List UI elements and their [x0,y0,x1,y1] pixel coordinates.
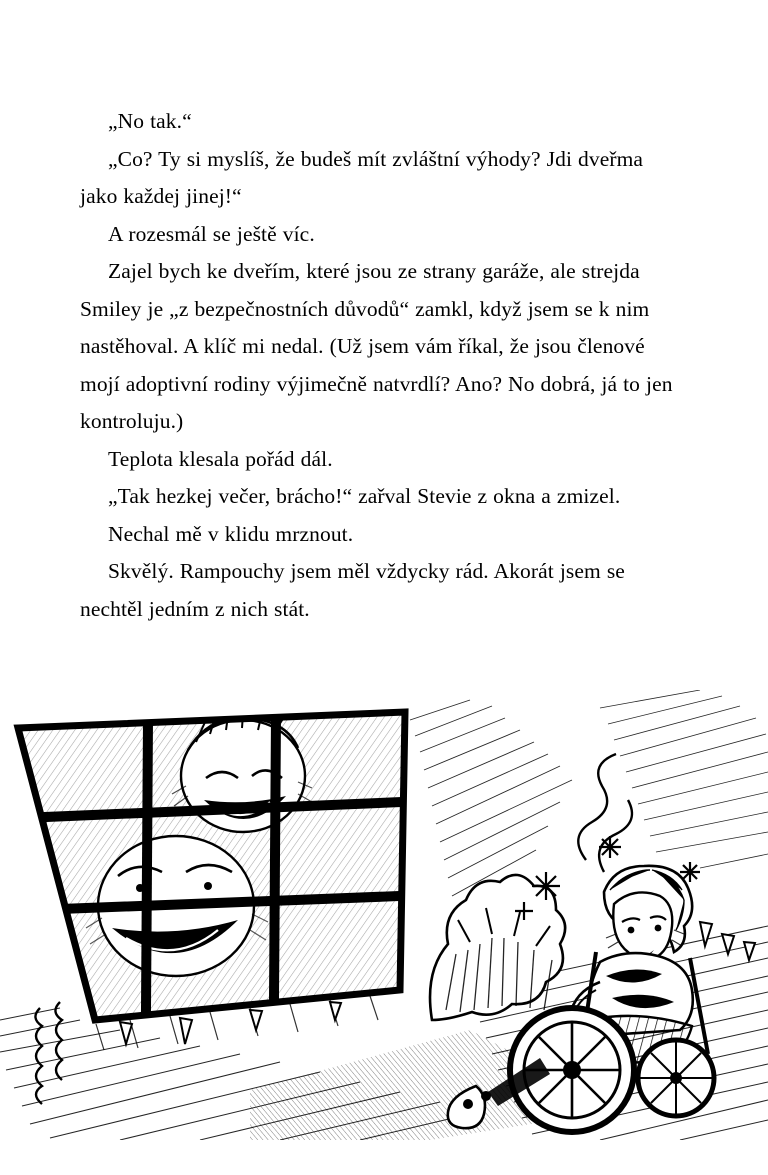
sparkle-icon [532,872,560,900]
wheelchair-wheel-rear [638,1040,714,1116]
paragraph: „Co? Ty si myslíš, že budeš mít zvláštní výhody? Jdi dveřma jako každej jinej!“ [80,146,644,208]
paragraph: „No tak.“ [108,109,192,133]
paragraph: Skvělý. Rampouchy jsem měl vždycky rád. Akorát jsem se nechtěl jedním z nich stát. [80,559,625,621]
paragraph: Nechal mě v klidu mrznout. [108,521,354,546]
paragraph: Zajel bych ke dveřím, které jsou ze strany garáže, ale strejda Smiley je „z bezpečnostních důvodů“ zamkl, když jsem se k nim nastěhoval. A klíč mi nedal. (Už jsem vám říkal, že jsou členové mojí adoptivní rodiny výjimečně natvrdlí? Ano? No dobrá, já to jen kontroluju.) [80,259,673,433]
paragraph: „Tak hezkej večer, brácho!“ zařval Stevie z okna a zmizel. [108,484,621,508]
illustration-canvas [0,690,768,1140]
paragraph: Teplota klesala pořád dál. [108,446,333,471]
page-text-body [80,103,680,628]
illustration-boy-in-wheelchair-outside-window-with-laughing-faces [0,690,768,1140]
paragraph: A rozesmál se ještě víc. [108,221,315,246]
